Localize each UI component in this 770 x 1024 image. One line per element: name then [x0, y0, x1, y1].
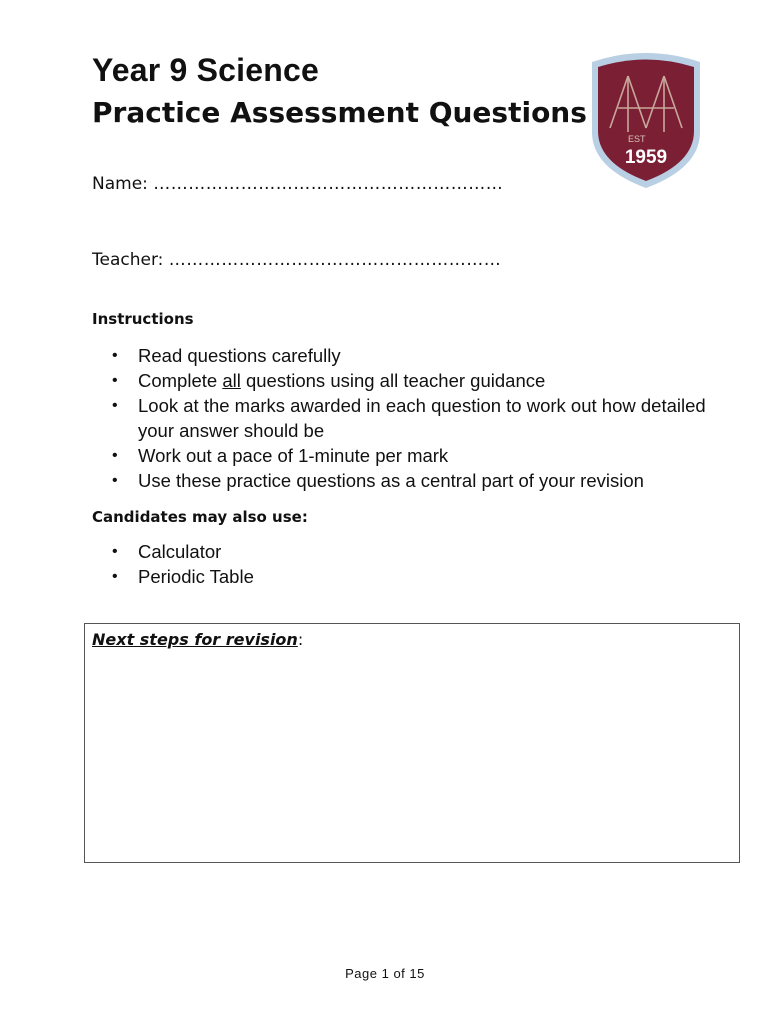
instructions-list [112, 343, 722, 493]
teacher-label: Teacher: [92, 250, 169, 270]
candidates-list [112, 539, 722, 589]
document-subtitle: Practice Assessment Questions [92, 96, 587, 129]
page-total: 15 [409, 966, 425, 981]
teacher-field[interactable] [92, 250, 501, 270]
crest-est-label: EST [628, 134, 646, 144]
list-item: • Use these practice questions as a central part of your revision [112, 468, 722, 493]
page-prefix: Page [345, 966, 378, 981]
name-label: Name: [92, 174, 154, 194]
list-item: • Look at the marks awarded in each question to work out how detailed your answer should be [112, 393, 722, 443]
page-of-label: of [393, 966, 406, 981]
revision-notes-box[interactable] [84, 623, 740, 863]
document-title: Year 9 Science [92, 52, 319, 88]
page-footer [0, 966, 770, 981]
emphasis-all: all [222, 370, 241, 391]
list-item: • Complete all questions using all teacher guidance [112, 368, 722, 393]
teacher-dotted-line[interactable]: ………………………………………………… [168, 250, 502, 270]
revision-label: Next steps for revision: [92, 630, 304, 649]
instructions-heading: Instructions [92, 310, 194, 328]
crest-year: 1959 [624, 147, 668, 168]
list-item: • Read questions carefully [112, 343, 722, 368]
list-item: • Work out a pace of 1-minute per mark [112, 443, 722, 468]
name-dotted-line[interactable]: …………………………………………………… [153, 174, 504, 194]
page-number: 1 [381, 966, 390, 981]
school-crest-logo [588, 50, 704, 190]
list-item: • Calculator [112, 539, 722, 564]
name-field[interactable] [92, 174, 503, 194]
list-item: • Periodic Table [112, 564, 722, 589]
candidates-heading: Candidates may also use: [92, 508, 308, 526]
